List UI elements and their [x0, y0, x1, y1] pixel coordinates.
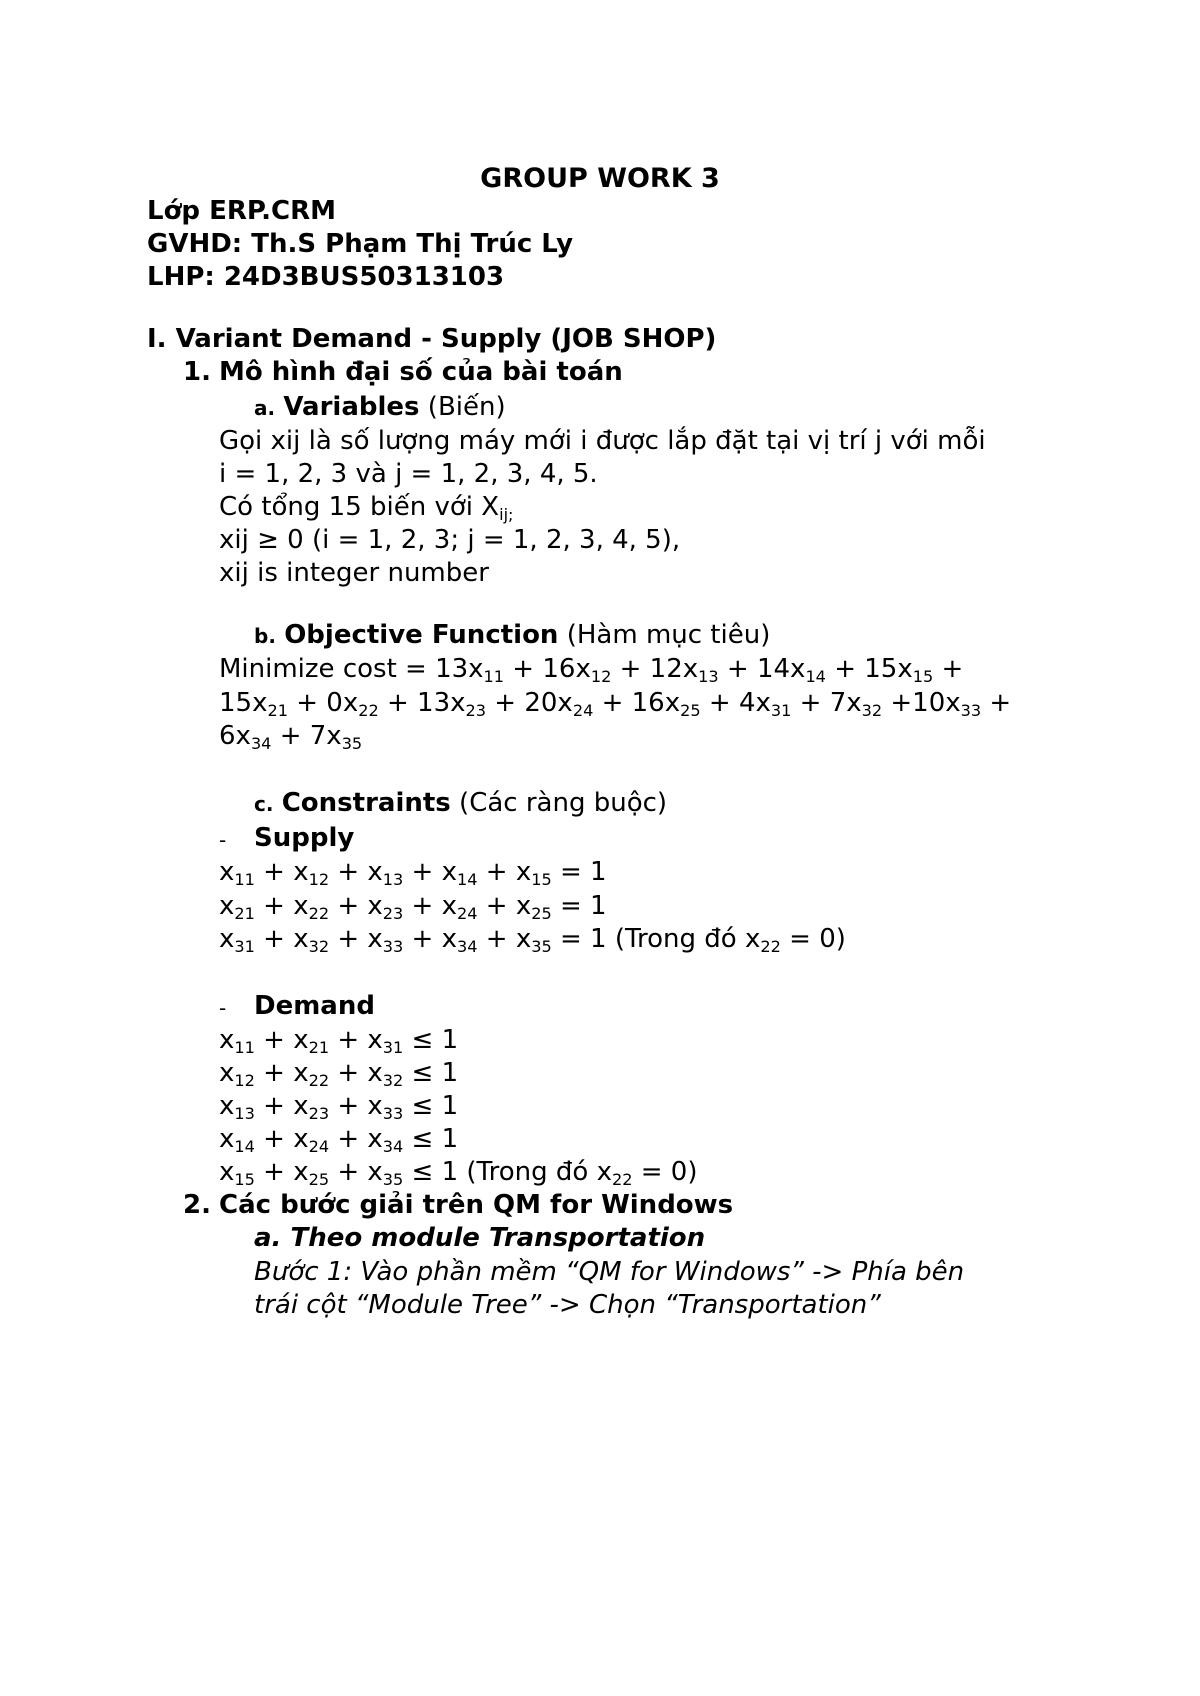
step-1-line-2: trái cột “Module Tree” -> Chọn “Transportation”: [254, 1290, 881, 1320]
math-term: + 14x: [718, 654, 806, 684]
math-term: + x: [254, 1157, 309, 1187]
math-term: x: [219, 1124, 235, 1154]
math-term: + x: [254, 1058, 309, 1088]
objective-line-1: [219, 654, 964, 686]
math-term: x: [219, 857, 235, 887]
math-term: +10x: [882, 688, 961, 718]
math-term: + x: [329, 924, 383, 954]
subsection-1-title: Mô hình đại số của bài toán: [219, 357, 623, 387]
demand-constraint-3: [219, 1091, 459, 1123]
supply-constraint-3: [219, 924, 846, 956]
objective-line-3: [219, 721, 363, 753]
math-subscript: 14: [457, 869, 478, 889]
document-title: GROUP WORK 3: [480, 163, 720, 194]
math-term: + x: [254, 891, 309, 921]
math-subscript: 24: [572, 700, 594, 720]
math-term: + x: [329, 1091, 383, 1121]
math-term: +: [981, 688, 1012, 718]
variables-line-1: Gọi xij là số lượng máy mới i được lắp đặt tại vị trí j với mỗi: [219, 426, 986, 456]
supply-dash: -: [219, 828, 227, 852]
math-subscript: 15: [234, 1169, 255, 1189]
math-term: + x: [403, 857, 457, 887]
subsection-2-number: 2.: [183, 1190, 211, 1220]
math-term: = 1 (Trong đó x: [551, 924, 761, 954]
math-term: + 20x: [486, 688, 573, 718]
math-term: + x: [403, 891, 457, 921]
math-subscript: 24: [457, 903, 478, 923]
variables-line-4: xij ≥ 0 (i = 1, 2, 3; j = 1, 2, 3, 4, 5),: [219, 525, 681, 555]
math-subscript: 23: [308, 1103, 330, 1123]
variables-title: Variables: [283, 392, 420, 422]
demand-label: Demand: [254, 991, 375, 1021]
math-subscript: 15: [531, 869, 552, 889]
math-term: + x: [329, 891, 383, 921]
math-subscript: 12: [590, 666, 612, 686]
math-term: x: [219, 891, 235, 921]
class-line: Lớp ERP.CRM: [147, 196, 337, 226]
subsection-1-number: 1.: [183, 357, 211, 387]
math-subscript: 35: [382, 1169, 404, 1189]
math-term: + 16x: [504, 654, 591, 684]
supply-label: Supply: [254, 823, 355, 853]
math-subscript: 32: [861, 700, 883, 720]
variables-line-3: [219, 492, 514, 524]
variables-title-vi: (Biến): [427, 392, 506, 422]
variables-letter: a.: [254, 396, 276, 420]
math-subscript: 23: [382, 903, 404, 923]
math-subscript: 12: [308, 869, 330, 889]
math-term: + x: [254, 1025, 309, 1055]
math-subscript: 13: [698, 666, 719, 686]
constraints-title-vi: (Các ràng buộc): [459, 788, 668, 818]
math-term: x: [219, 924, 235, 954]
math-subscript: 33: [960, 700, 982, 720]
math-subscript: 15: [912, 666, 934, 686]
math-term: ≤ 1 (Trong đó x: [403, 1157, 612, 1187]
math-subscript: 24: [308, 1136, 330, 1156]
math-term: + x: [329, 1058, 383, 1088]
math-subscript: 34: [250, 733, 272, 753]
section-heading: I. Variant Demand - Supply (JOB SHOP): [147, 324, 717, 354]
math-subscript: 31: [382, 1037, 404, 1057]
math-subscript: 33: [382, 1103, 404, 1123]
math-term: Minimize cost = 13x: [219, 654, 484, 684]
math-term: = 0): [780, 924, 846, 954]
math-subscript: 25: [308, 1169, 330, 1189]
math-term: ≤ 1: [403, 1058, 459, 1088]
math-subscript: 22: [760, 936, 781, 956]
supply-constraint-1: [219, 857, 607, 889]
math-term: + x: [329, 1157, 383, 1187]
objective-heading: [254, 622, 770, 648]
math-term: = 1: [551, 891, 607, 921]
math-subscript: 33: [382, 936, 404, 956]
constraints-letter: c.: [254, 792, 274, 816]
math-subscript: 14: [234, 1136, 255, 1156]
math-term: +: [933, 654, 964, 684]
math-term: + 13x: [378, 688, 466, 718]
constraints-heading: [254, 790, 667, 816]
math-term: + x: [254, 857, 309, 887]
math-term: + x: [254, 1091, 309, 1121]
variables-count-sub: ij;: [499, 504, 514, 524]
subsection-2-title: Các bước giải trên QM for Windows: [219, 1190, 734, 1220]
math-term: + 7x: [791, 688, 862, 718]
math-subscript: 35: [531, 936, 552, 956]
math-term: + x: [254, 924, 309, 954]
math-term: x: [219, 1091, 235, 1121]
objective-title-vi: (Hàm mục tiêu): [566, 620, 771, 650]
step-1-line-1: Bước 1: Vào phần mềm “QM for Windows” -> Phía bên: [254, 1257, 965, 1287]
math-term: + 16x: [593, 688, 681, 718]
math-subscript: 21: [234, 903, 255, 923]
math-subscript: 22: [308, 903, 330, 923]
demand-dash: -: [219, 996, 227, 1020]
demand-constraint-5: [219, 1157, 698, 1189]
math-subscript: 23: [465, 700, 487, 720]
math-subscript: 11: [483, 666, 505, 686]
math-term: + x: [329, 857, 383, 887]
variables-count-text: Có tổng 15 biến với X: [219, 492, 500, 522]
math-term: + 7x: [271, 721, 342, 751]
math-subscript: 34: [457, 936, 478, 956]
math-term: = 1: [551, 857, 607, 887]
math-term: + 0x: [287, 688, 359, 718]
demand-constraint-1: [219, 1025, 459, 1057]
math-subscript: 22: [308, 1070, 330, 1090]
math-subscript: 31: [234, 936, 255, 956]
variables-heading: [254, 394, 506, 420]
math-term: 15x: [219, 688, 268, 718]
math-term: + x: [329, 1124, 383, 1154]
math-term: ≤ 1: [403, 1025, 459, 1055]
variables-line-2: i = 1, 2, 3 và j = 1, 2, 3, 4, 5.: [219, 459, 598, 489]
math-term: ≤ 1: [403, 1091, 459, 1121]
math-term: ≤ 1: [403, 1124, 459, 1154]
math-subscript: 32: [382, 1070, 404, 1090]
math-term: + x: [329, 1025, 383, 1055]
math-term: + x: [254, 1124, 309, 1154]
math-term: 6x: [219, 721, 251, 751]
math-subscript: 35: [341, 733, 363, 753]
math-subscript: 22: [611, 1169, 633, 1189]
demand-constraint-4: [219, 1124, 459, 1156]
math-term: x: [219, 1157, 235, 1187]
math-term: + x: [477, 891, 532, 921]
math-term: = 0): [632, 1157, 698, 1187]
math-subscript: 12: [234, 1070, 255, 1090]
math-term: x: [219, 1058, 235, 1088]
math-term: + 15x: [825, 654, 913, 684]
constraints-title: Constraints: [281, 788, 451, 818]
math-subscript: 21: [308, 1037, 330, 1057]
demand-constraint-2: [219, 1058, 459, 1090]
advisor-line: GVHD: Th.S Phạm Thị Trúc Ly: [147, 229, 574, 259]
math-term: + x: [403, 924, 457, 954]
variables-line-5: xij is integer number: [219, 558, 489, 588]
course-code-line: LHP: 24D3BUS50313103: [147, 262, 505, 292]
math-term: x: [219, 1025, 235, 1055]
math-subscript: 34: [382, 1136, 404, 1156]
objective-letter: b.: [254, 624, 276, 648]
module-heading: a. Theo module Transportation: [254, 1223, 706, 1253]
math-subscript: 22: [358, 700, 379, 720]
math-subscript: 11: [234, 869, 255, 889]
math-term: + x: [477, 924, 532, 954]
math-term: + x: [477, 857, 532, 887]
math-subscript: 14: [805, 666, 826, 686]
supply-constraint-2: [219, 891, 607, 923]
math-subscript: 25: [680, 700, 701, 720]
math-subscript: 11: [234, 1037, 255, 1057]
math-subscript: 25: [531, 903, 552, 923]
objective-line-2: [219, 688, 1012, 720]
math-subscript: 21: [267, 700, 288, 720]
math-term: + 4x: [700, 688, 771, 718]
math-subscript: 32: [308, 936, 330, 956]
math-subscript: 13: [234, 1103, 255, 1123]
math-subscript: 13: [382, 869, 404, 889]
math-term: + 12x: [611, 654, 699, 684]
objective-title: Objective Function: [284, 620, 559, 650]
math-subscript: 31: [770, 700, 792, 720]
